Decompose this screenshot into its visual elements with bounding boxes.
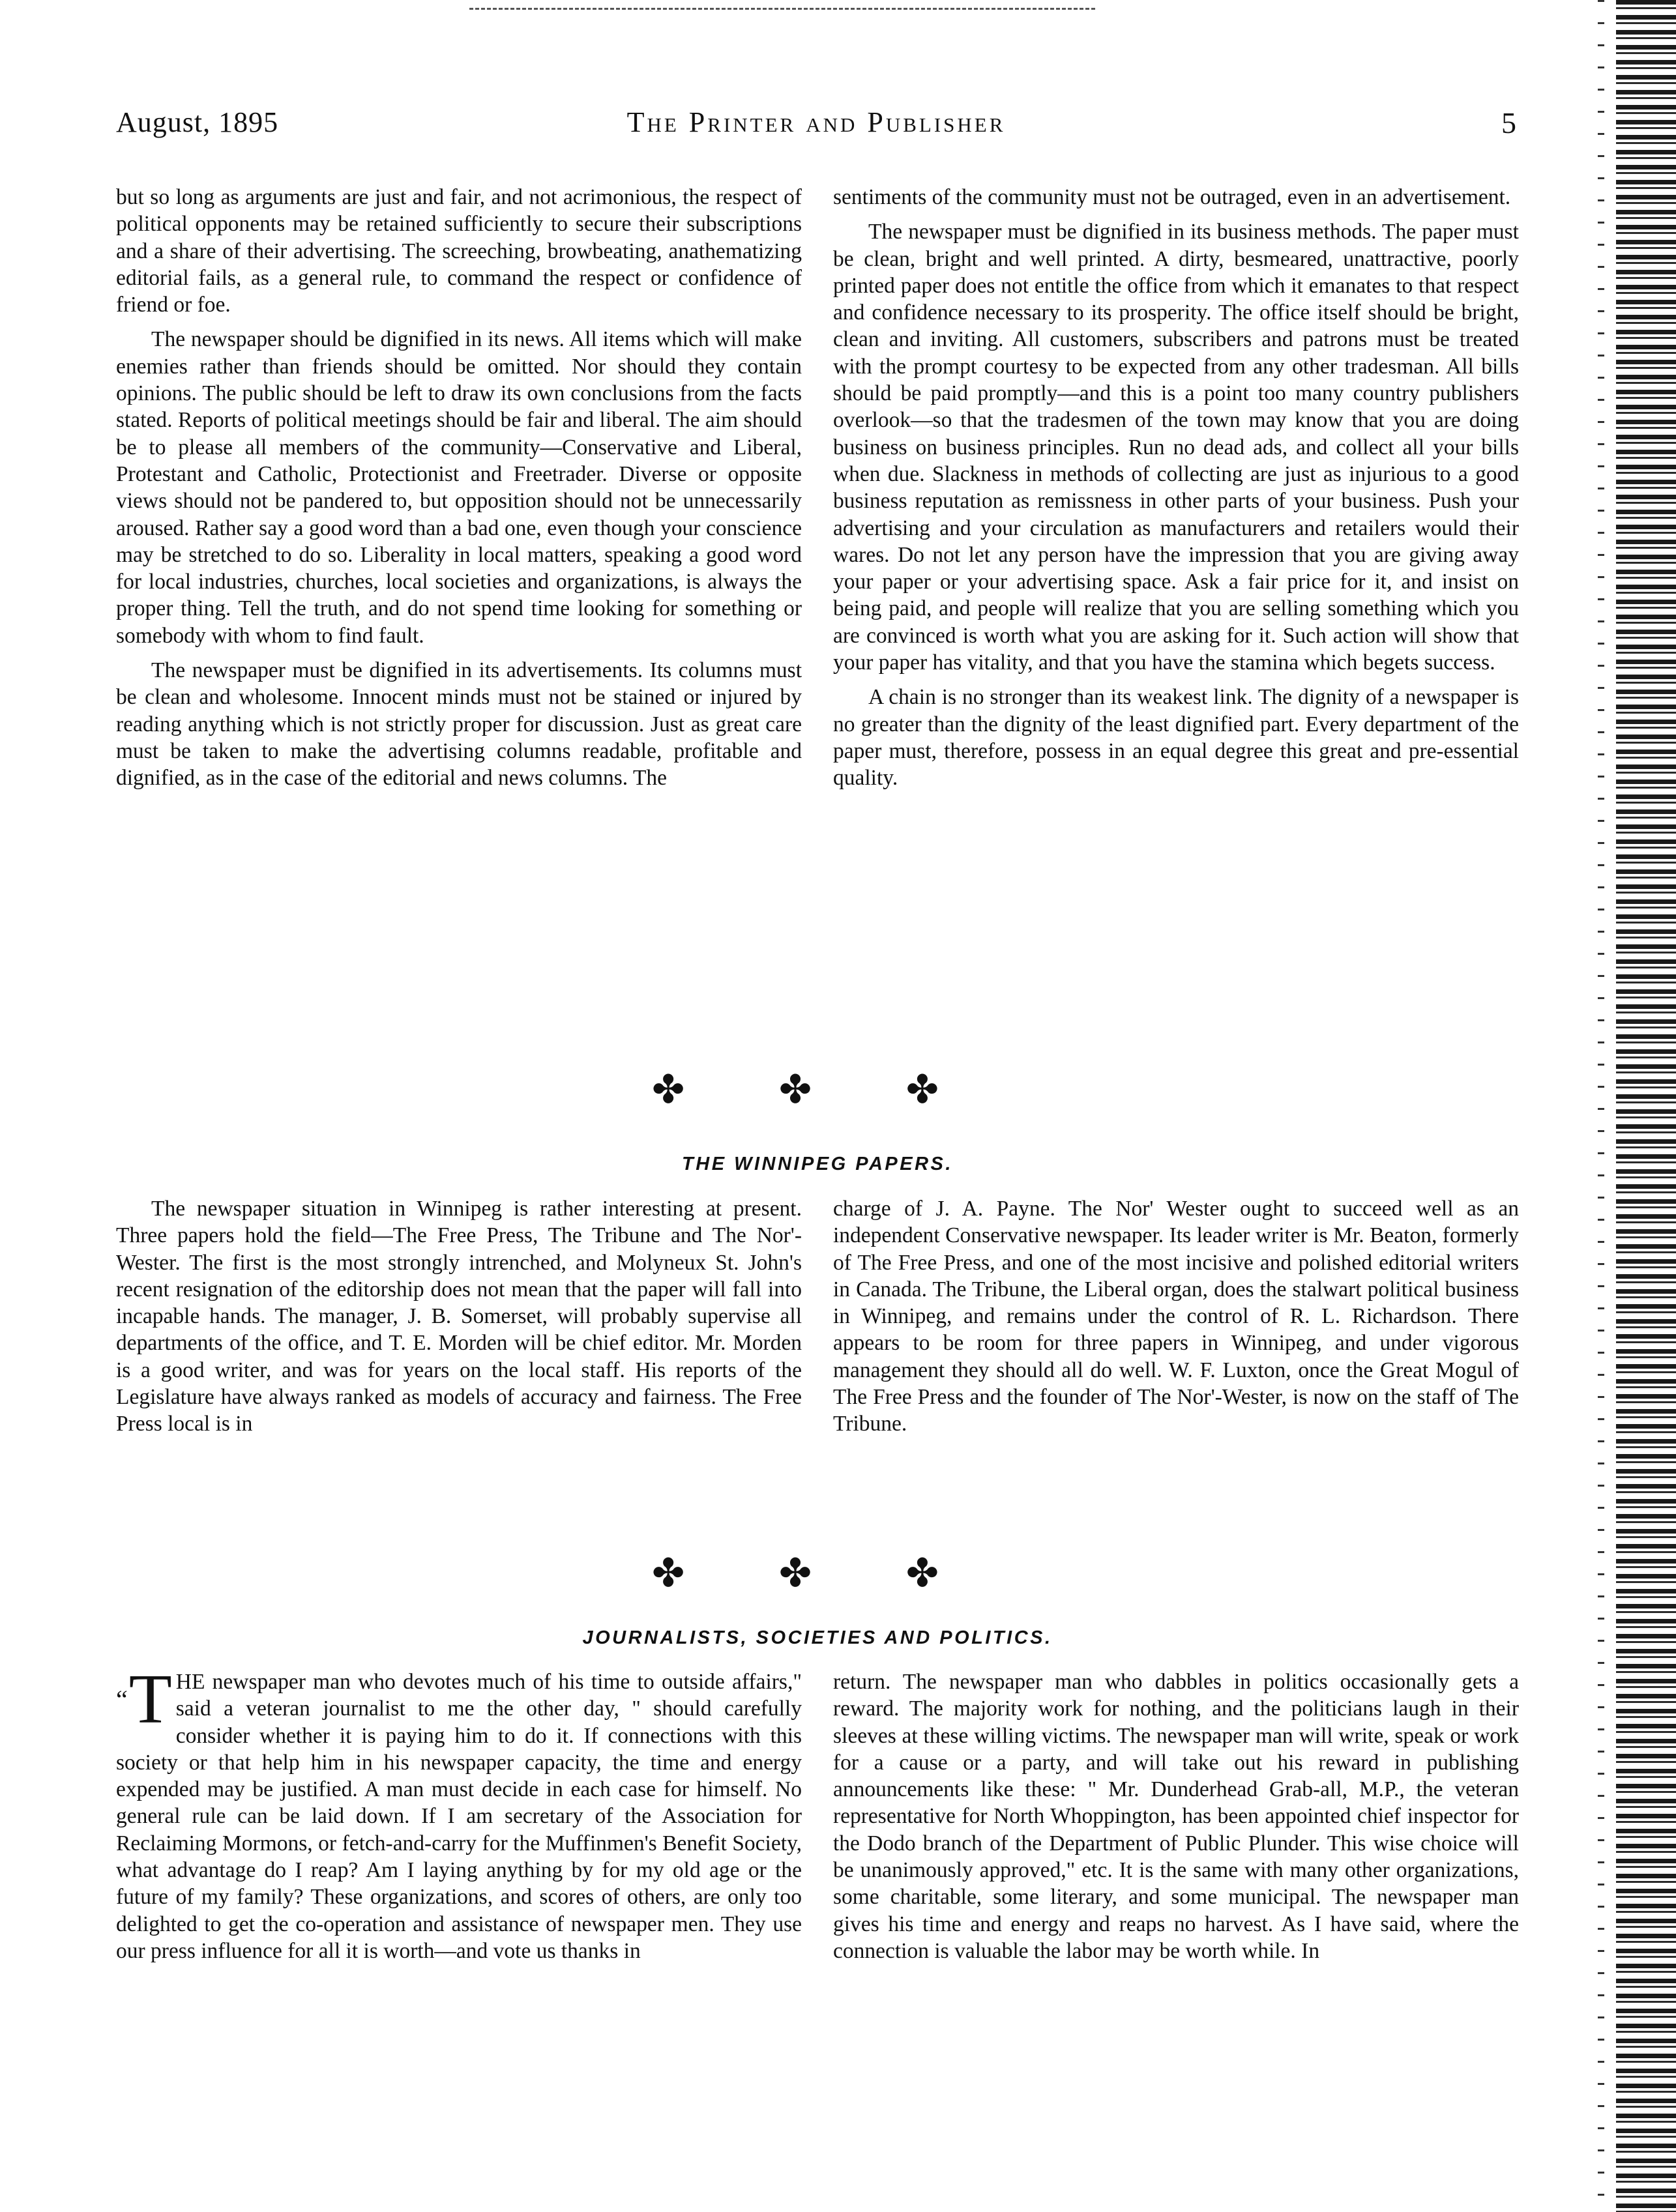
- top-rule: [469, 8, 1095, 10]
- publication-title: The Printer and Publisher: [626, 106, 1006, 138]
- paragraph: sentiments of the community must not be outraged, even in an advertisement.: [833, 185, 1511, 209]
- page-number: 5: [1501, 106, 1516, 139]
- paragraph: The newspaper situation in Winnipeg is rather interesting at present. Three papers hold the field—The Free Press, The Tribune and The Nor'-Wester. The first is the most strongly intrenched, and Molyneux St. John's recent resignation of the editorship does not mean that the paper will fall into incapable hands. The manager, J. B. Somerset, will probably supervise all departments of the office, and T. E. Morden will be chief editor. Mr. Morden is a good writer, and was for years on the local staff. His reports of the Legislature have always ranked as models of accuracy and fairness. The Free Press local is in: [116, 1197, 802, 1436]
- fleuron-icon: ✤: [652, 1552, 685, 1595]
- scan-edge-marks: [1598, 0, 1604, 2212]
- paragraph-body: HE newspaper man who devotes much of his time to outside affairs," said a veteran journalist to me the other day, " should carefully consider whether it is paying him to do it. If connections with this society or that help him in his newspaper capacity, the time and energy expended may be justified. A man must decide in each case for himself. No general rule can be laid down. If I am secretary of the Association for Reclaiming Mormons, or fetch-and-carry for the Muffinmen's Benefit Society, what advantage do I reap? Am I laying anything by for my old age or the future of my family? These organizations, and scores of others, are only too delighted to get the co-operation and assistance of newspaper men. They use our press influence for all it is worth—and vote us thanks in: [116, 1670, 802, 1963]
- paragraph: charge of J. A. Payne. The Nor' Wester ought to succeed well as an independent Conservative newspaper. Its leader writer is Mr. Beaton, formerly of The Free Press, and one of the most incisive and polished editorial writers in Canada. The Tribune, the Liberal organ, does the stalwart political business in Winnipeg, and remains under the control of R. L. Richardson. There appears to be room for three papers in Winnipeg, and under vigorous management they should all do well. W. F. Luxton, once the Great Mogul of The Free Press and the founder of The Nor'-Wester, is now on the staff of The Tribune.: [833, 1197, 1519, 1436]
- paragraph: The newspaper should be dignified in its news. All items which will make enemies rather than friends should be omitted. Nor should they contain opinions. The public should be left to draw its own conclusions from the facts stated. Reports of political meetings should be fair and liberal. The aim should be to please all members of the community—Conservative and Liberal, Protestant and Catholic, Protectionist and Freetrader. Diverse or opposite views should not be pandered to, but opposition should not be unnecessarily aroused. Rather say a good word than a bad one, even though your conscience may be stretched to do so. Liberality in local matters, speaking a good word for local industries, churches, local societies and organizations, is always the proper thing. Tell the truth, and do not spend time looking for something or somebody with whom to find fault.: [116, 327, 802, 648]
- ornament-divider: [652, 1554, 939, 1593]
- ornament-divider: [652, 1070, 939, 1109]
- drop-cap-letter: T: [128, 1661, 172, 1738]
- drop-cap: [116, 1661, 172, 1738]
- fleuron-icon: ✤: [778, 1068, 812, 1111]
- fleuron-icon: ✤: [778, 1552, 812, 1595]
- paragraph: A chain is no stronger than its weakest link. The dignity of a newspaper is no greater than the dignity of the least dignified part. Every department of the paper must, therefore, possess in an equal degree this great and pre-essential quality.: [833, 685, 1519, 791]
- section-heading-journalists: JOURNALISTS, SOCIETIES AND POLITICS.: [582, 1627, 1053, 1648]
- section3-right-column: [833, 1668, 1519, 1964]
- paragraph: The newspaper must be dignified in its business methods. The paper must be clean, bright and well printed. A dirty, besmeared, unattractive, poorly printed paper does not entitle the office from which it emanates to that respect and confidence necessary to its prosperity. The office itself should be bright, clean and inviting. All customers, subscribers and patrons must be treated with the prompt courtesy to be expected from any other tradesman. All bills should be paid promptly—and this is a point too many country publishers overlook—so that the tradesmen of the town may know that you are doing business on business principles. Run no dead ads, and collect all your bills when due. Slackness in methods of collecting are just as injurious to a good business reputation as remissness in other parts of your business. Push your advertising and your circulation as manufacturers and retailers would their wares. Do not let any person have the impression that you are giving away your paper or your advertising space. Ask a fair price for it, and insist on being paid, and people will realize that you are selling something which you are convinced is worth what you are asking for it. Such action will show that your paper has vitality, and that you have the stamina which begets success.: [833, 220, 1519, 675]
- fleuron-icon: ✤: [652, 1068, 685, 1111]
- section1-left-column: [116, 184, 802, 792]
- issue-date: August, 1895: [116, 106, 279, 138]
- fleuron-icon: ✤: [905, 1552, 939, 1595]
- open-quote: “: [116, 1685, 128, 1714]
- paragraph: The newspaper must be dignified in its advertisements. Its columns must be clean and wholesome. Innocent minds must not be stained or injured by reading anything which is not strictly proper for discussion. Just as great care must be taken to make the advertising columns readable, profitable and dignified, as in the case of the editorial and news columns. The: [116, 658, 802, 791]
- section-heading-winnipeg: THE WINNIPEG PAPERS.: [682, 1154, 953, 1174]
- paragraph: but so long as arguments are just and fair, and not acrimonious, the respect of political opponents may be retained sufficiently to secure their subscriptions and a share of their advertising. The screeching, browbeating, anathematizing editorial fails, as a general rule, to command the respect or confidence of friend or foe.: [116, 185, 802, 317]
- fleuron-icon: ✤: [905, 1068, 939, 1111]
- section2-left-column: [116, 1195, 802, 1438]
- section2-right-column: [833, 1195, 1519, 1438]
- section1-right-column: [833, 184, 1519, 792]
- running-header: [116, 106, 1516, 145]
- paragraph: return. The newspaper man who dabbles in politics occasionally gets a reward. The majority work for nothing, and the politicians laugh in their sleeves at these willing victims. The newspaper man will write, speak or work for a cause or a party, and will take out his reward in publishing announcements like these: " Mr. Dunderhead Grab-all, M.P., the veteran representative for North Whoppington, has been appointed chief inspector for the Dodo branch of the Department of Public Plunder. This wise choice will be unanimously approved," etc. It is the same with many other organizations, some charitable, some literary, and some municipal. The newspaper man gives his time and energy and reaps no harvest. As I have said, where the connection is valuable the labor may be worth while. In: [833, 1670, 1519, 1963]
- section3-left-column: [116, 1661, 802, 1964]
- scan-edge: [1616, 0, 1676, 2212]
- paragraph: [116, 1661, 802, 1964]
